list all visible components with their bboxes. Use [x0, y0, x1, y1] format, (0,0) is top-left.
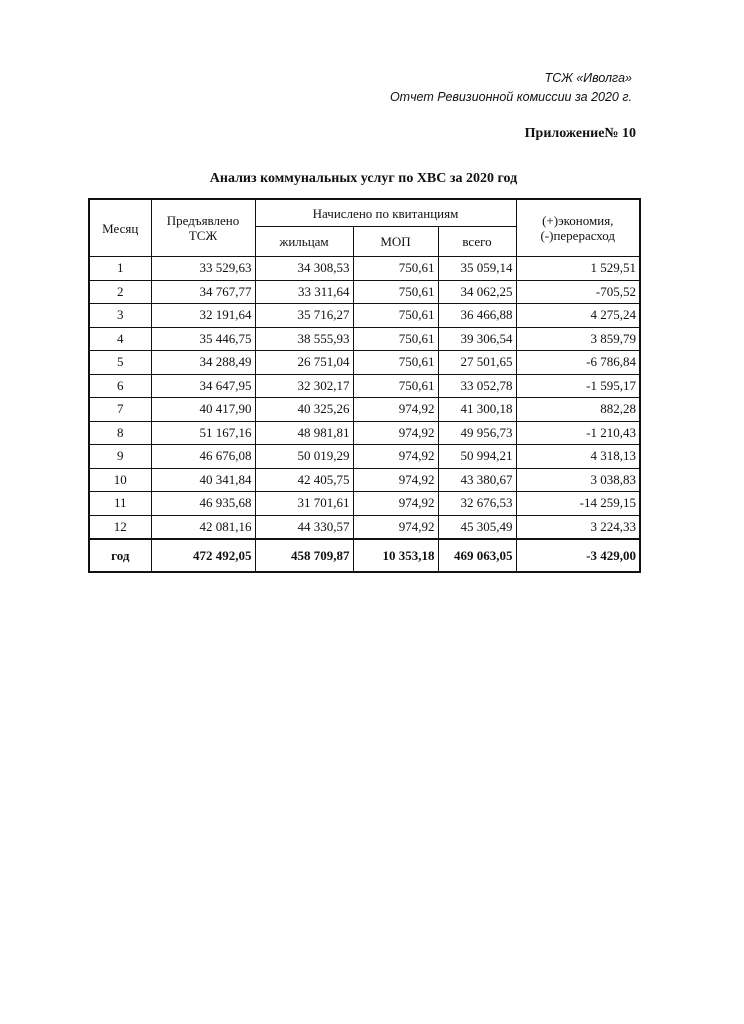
table-row — [89, 515, 640, 539]
table-row — [89, 398, 640, 422]
cell-total: 27 501,65 — [438, 351, 516, 375]
cell-balance: -1 595,17 — [516, 374, 640, 398]
table-row — [89, 280, 640, 304]
cell-month: 9 — [89, 445, 151, 469]
report-title: Отчет Ревизионной комиссии за 2020 г. — [389, 90, 632, 104]
total-balance: -3 429,00 — [516, 539, 640, 572]
cell-billed: 33 529,63 — [151, 257, 255, 281]
table-row — [89, 257, 640, 281]
cell-mop: 974,92 — [353, 398, 438, 422]
cell-billed: 34 288,49 — [151, 351, 255, 375]
cell-balance: -705,52 — [516, 280, 640, 304]
total-residents: 458 709,87 — [255, 539, 353, 572]
col-header-month: Месяц — [89, 199, 151, 257]
total-mop: 10 353,18 — [353, 539, 438, 572]
cell-billed: 34 647,95 — [151, 374, 255, 398]
cell-month: 10 — [89, 468, 151, 492]
cell-month: 12 — [89, 515, 151, 539]
table-row — [89, 374, 640, 398]
col-header-billed: Предъявлено ТСЖ — [151, 199, 255, 257]
cell-balance: 3 859,79 — [516, 327, 640, 351]
table-row — [89, 351, 640, 375]
table-row — [89, 327, 640, 351]
total-total: 469 063,05 — [438, 539, 516, 572]
cell-residents: 35 716,27 — [255, 304, 353, 328]
cell-total: 41 300,18 — [438, 398, 516, 422]
cell-mop: 974,92 — [353, 445, 438, 469]
cell-mop: 750,61 — [353, 374, 438, 398]
document-title: Анализ коммунальных услуг по ХВС за 2020 год — [209, 171, 518, 186]
cell-total: 32 676,53 — [438, 492, 516, 516]
cell-mop: 750,61 — [353, 304, 438, 328]
cell-balance: 3 038,83 — [516, 468, 640, 492]
water-analysis-table — [88, 198, 641, 573]
cell-month: 3 — [89, 304, 151, 328]
cell-balance: -14 259,15 — [516, 492, 640, 516]
cell-total: 49 956,73 — [438, 421, 516, 445]
cell-residents: 42 405,75 — [255, 468, 353, 492]
cell-month: 1 — [89, 257, 151, 281]
cell-balance: 882,28 — [516, 398, 640, 422]
cell-total: 35 059,14 — [438, 257, 516, 281]
cell-month: 7 — [89, 398, 151, 422]
cell-residents: 34 308,53 — [255, 257, 353, 281]
cell-residents: 31 701,61 — [255, 492, 353, 516]
col-header-mop: МОП — [353, 227, 438, 257]
cell-total: 50 994,21 — [438, 445, 516, 469]
cell-month: 11 — [89, 492, 151, 516]
cell-month: 8 — [89, 421, 151, 445]
total-label: год — [89, 539, 151, 572]
cell-total: 34 062,25 — [438, 280, 516, 304]
table-body — [89, 257, 640, 573]
cell-residents: 32 302,17 — [255, 374, 353, 398]
cell-total: 43 380,67 — [438, 468, 516, 492]
cell-balance: -1 210,43 — [516, 421, 640, 445]
col-header-total: всего — [438, 227, 516, 257]
cell-mop: 974,92 — [353, 468, 438, 492]
cell-billed: 46 676,08 — [151, 445, 255, 469]
cell-residents: 33 311,64 — [255, 280, 353, 304]
cell-balance: 1 529,51 — [516, 257, 640, 281]
cell-billed: 51 167,16 — [151, 421, 255, 445]
cell-month: 5 — [89, 351, 151, 375]
cell-month: 6 — [89, 374, 151, 398]
cell-total: 39 306,54 — [438, 327, 516, 351]
table-row — [89, 492, 640, 516]
table-row — [89, 304, 640, 328]
cell-month: 2 — [89, 280, 151, 304]
cell-total: 36 466,88 — [438, 304, 516, 328]
organization-name: ТСЖ «Иволга» — [544, 71, 632, 85]
cell-mop: 974,92 — [353, 421, 438, 445]
cell-mop: 750,61 — [353, 327, 438, 351]
cell-total: 33 052,78 — [438, 374, 516, 398]
cell-billed: 46 935,68 — [151, 492, 255, 516]
totals-row — [89, 539, 640, 572]
cell-balance: 4 275,24 — [516, 304, 640, 328]
cell-billed: 42 081,16 — [151, 515, 255, 539]
cell-balance: 3 224,33 — [516, 515, 640, 539]
cell-mop: 750,61 — [353, 257, 438, 281]
cell-residents: 48 981,81 — [255, 421, 353, 445]
cell-billed: 40 341,84 — [151, 468, 255, 492]
cell-billed: 34 767,77 — [151, 280, 255, 304]
total-billed: 472 492,05 — [151, 539, 255, 572]
table-row — [89, 421, 640, 445]
col-header-residents: жильцам — [255, 227, 353, 257]
cell-residents: 26 751,04 — [255, 351, 353, 375]
cell-mop: 750,61 — [353, 280, 438, 304]
cell-billed: 35 446,75 — [151, 327, 255, 351]
cell-mop: 974,92 — [353, 492, 438, 516]
cell-residents: 38 555,93 — [255, 327, 353, 351]
cell-residents: 44 330,57 — [255, 515, 353, 539]
table-row — [89, 468, 640, 492]
appendix-label: Приложение№ 10 — [524, 126, 636, 141]
cell-billed: 40 417,90 — [151, 398, 255, 422]
col-header-charged-group: Начислено по квитанциям — [255, 199, 516, 227]
cell-month: 4 — [89, 327, 151, 351]
cell-mop: 750,61 — [353, 351, 438, 375]
cell-billed: 32 191,64 — [151, 304, 255, 328]
table-row — [89, 445, 640, 469]
cell-balance: -6 786,84 — [516, 351, 640, 375]
cell-total: 45 305,49 — [438, 515, 516, 539]
cell-balance: 4 318,13 — [516, 445, 640, 469]
col-header-balance: (+)экономия, (-)перерасход — [516, 199, 640, 257]
cell-residents: 40 325,26 — [255, 398, 353, 422]
cell-mop: 974,92 — [353, 515, 438, 539]
cell-residents: 50 019,29 — [255, 445, 353, 469]
